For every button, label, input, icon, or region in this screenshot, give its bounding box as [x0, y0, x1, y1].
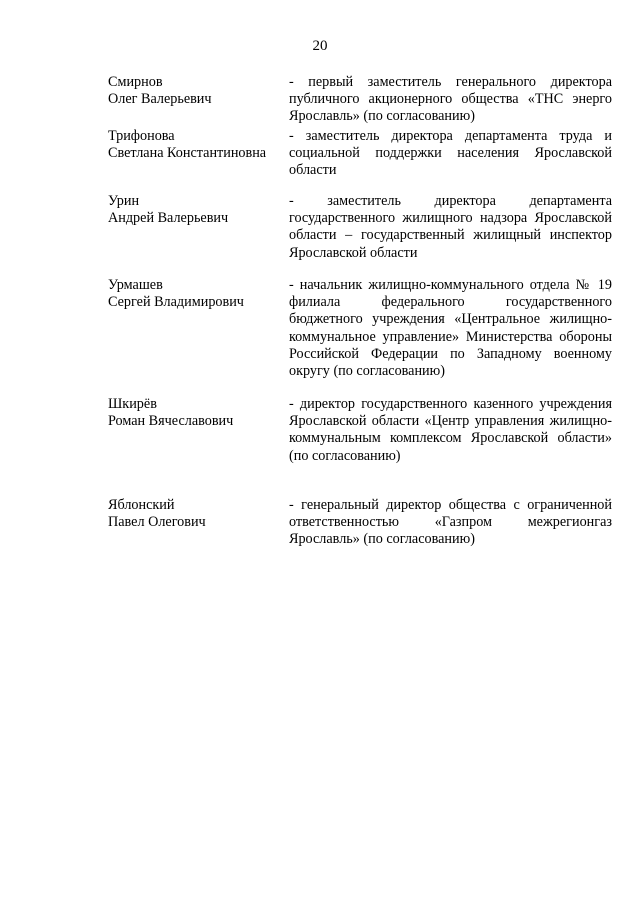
member-given-names: Павел Олегович [108, 514, 206, 531]
member-given-names: Светлана Константиновна [108, 145, 267, 162]
member-given-names: Сергей Владимирович [108, 294, 244, 311]
member-given-names: Олег Валерьевич [108, 91, 212, 108]
member-position: - начальник жилищно-коммунального отдела № 19 филиала федерального государственного бюджетного учреждения «Центральное жилищно-коммунальное управление» Министерства обороны Российской Федерации по Западному военному округу (по согласованию) [289, 277, 612, 380]
member-surname: Яблонский [108, 497, 175, 513]
member-surname: Урин [108, 193, 140, 209]
member-name [108, 193, 288, 227]
member-surname: Смирнов [108, 74, 163, 90]
member-given-names: Роман Вячеславович [108, 413, 234, 430]
member-position: - заместитель директора департамента государственного жилищного надзора Ярославской области – государственный жилищный инспектор Ярославской области [289, 193, 612, 261]
member-surname: Урмашев [108, 277, 163, 293]
member-name [108, 74, 288, 108]
member-position: - генеральный директор общества с ограниченной ответственностью «Газпром межрегионгаз Ярославль» (по согласованию) [289, 497, 612, 548]
member-position: - директор государственного казенного учреждения Ярославской области «Центр управления жилищно-коммунальным комплексом Ярославской области» (по согласованию) [289, 396, 612, 464]
member-given-names: Андрей Валерьевич [108, 210, 229, 227]
member-name [108, 396, 288, 430]
member-name [108, 497, 288, 531]
member-surname: Трифонова [108, 128, 175, 144]
member-name [108, 128, 288, 162]
member-position: - заместитель директора департамента труда и социальной поддержки населения Ярославской области [289, 128, 612, 179]
page-number: 20 [312, 38, 328, 54]
member-position: - первый заместитель генерального директора публичного акционерного общества «ТНС энерго Ярославль» (по согласованию) [289, 74, 612, 125]
member-surname: Шкирёв [108, 396, 157, 412]
member-name [108, 277, 288, 311]
